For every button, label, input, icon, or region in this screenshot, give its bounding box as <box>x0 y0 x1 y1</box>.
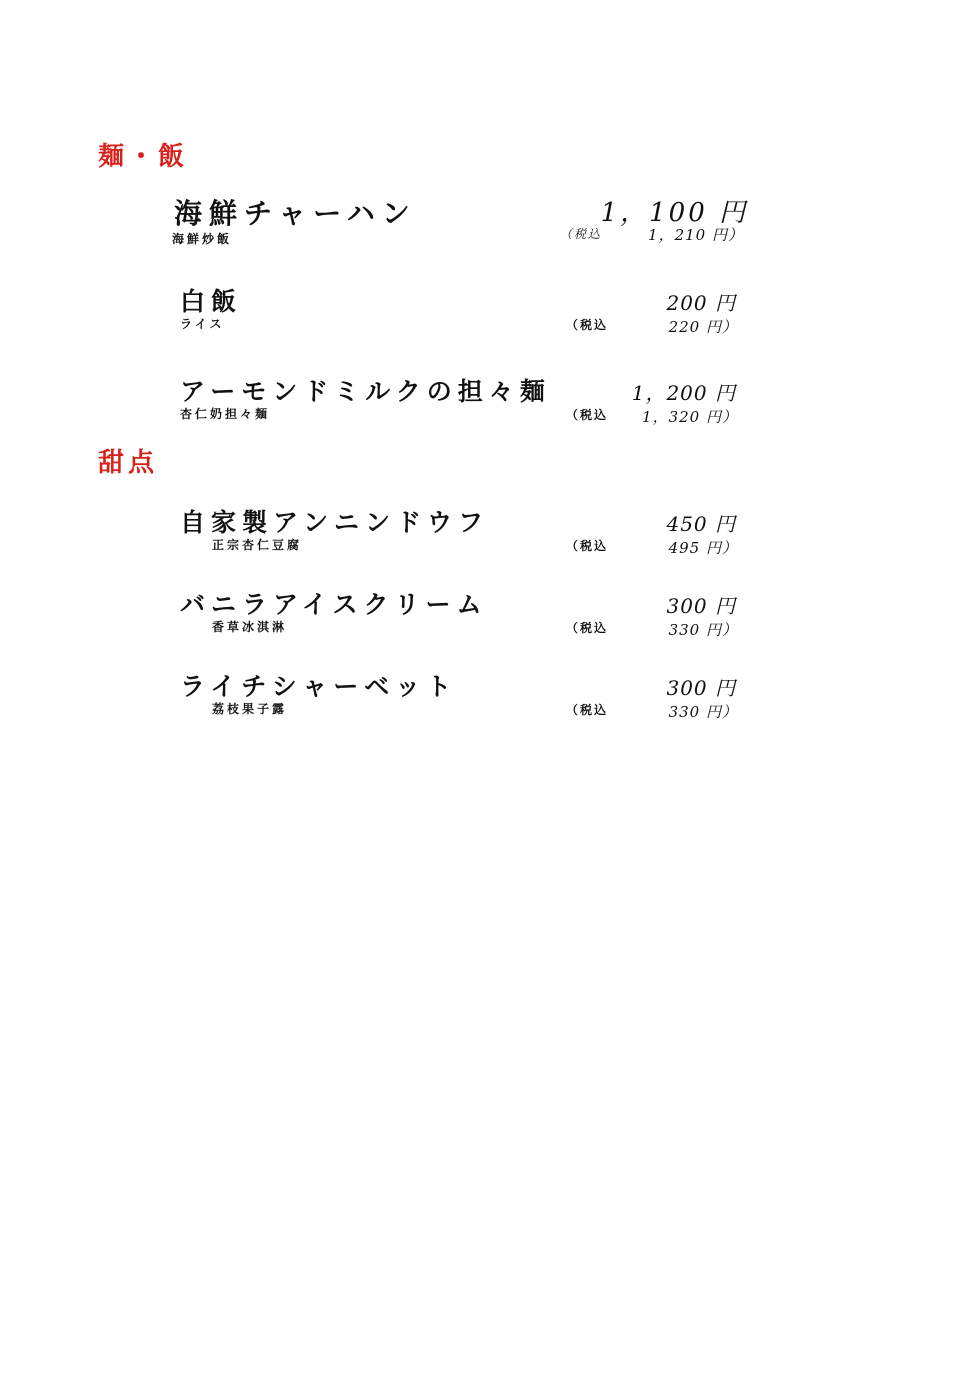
tax-label: （税込 <box>566 408 609 422</box>
tax-label: （税込 <box>566 621 609 635</box>
menu-item-seafood-fried-rice <box>0 192 980 252</box>
item-subname: ライス <box>180 317 225 331</box>
item-price: 1，200 円 <box>631 381 736 405</box>
item-name: 海鮮チャーハン <box>174 197 417 230</box>
tax-price: 330 円） <box>668 621 738 639</box>
section-title-desserts: 甜点 <box>98 448 159 478</box>
item-price: 300 円 <box>666 676 736 700</box>
tax-label: （税込 <box>566 703 609 717</box>
tax-price: 220 円） <box>668 318 738 336</box>
section-title-noodles-rice: 麺・飯 <box>98 142 189 172</box>
menu-item-lychee-sherbet <box>0 667 980 727</box>
item-price: 300 円 <box>666 594 736 618</box>
item-name: アーモンドミルクの担々麺 <box>180 377 551 406</box>
tax-label: （税込 <box>566 539 609 553</box>
tax-label: （税込 <box>560 227 603 241</box>
menu-item-white-rice <box>0 282 980 342</box>
item-name: 自家製アンニンドウフ <box>180 508 490 537</box>
item-subname: 海鮮炒飯 <box>172 232 233 246</box>
menu-item-almond-tofu <box>0 503 980 563</box>
item-subname: 荔枝果子露 <box>212 702 288 716</box>
item-subname: 杏仁奶担々麺 <box>180 407 271 421</box>
item-subname: 香草冰淇淋 <box>212 620 288 634</box>
item-price: 450 円 <box>666 512 736 536</box>
tax-price: 495 円） <box>668 539 738 557</box>
item-name: 白飯 <box>180 287 243 316</box>
item-name: バニラアイスクリーム <box>180 590 488 619</box>
item-price: 1，100 円 <box>600 198 748 228</box>
tax-price: 1，320 円） <box>642 408 738 426</box>
tax-price: 330 円） <box>668 703 738 721</box>
menu-item-vanilla-ice-cream <box>0 585 980 645</box>
item-subname: 正宗杏仁豆腐 <box>212 538 303 552</box>
tax-label: （税込 <box>566 318 609 332</box>
menu-item-almond-milk-tantanmen <box>0 372 980 432</box>
item-price: 200 円 <box>666 291 736 315</box>
tax-price: 1，210 円） <box>648 226 744 244</box>
item-name: ライチシャーベット <box>180 672 458 701</box>
